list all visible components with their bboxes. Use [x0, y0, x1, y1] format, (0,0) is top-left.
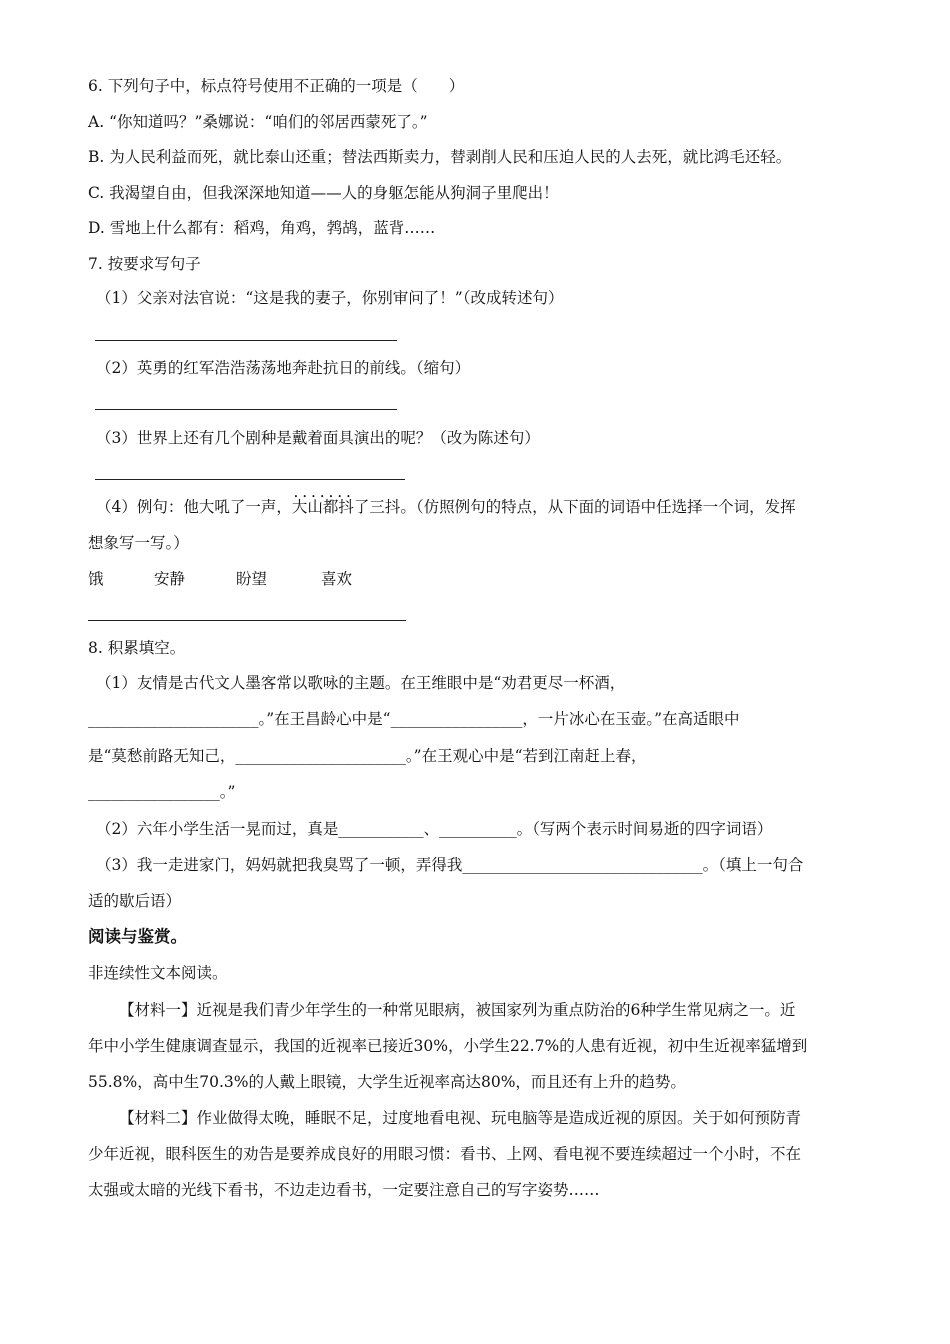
- q7-sentence-3: （3）世界上还有几个剧种是戴着面具演出的呢？（改为陈述句）: [96, 429, 540, 447]
- q8-part1-line2: ______________________。”在王昌龄心中是“_________________，一片冰心在玉壶。”在高适眼中: [88, 710, 740, 728]
- material-1-line3: 55.8%，高中生70.3%的人戴上眼镜，大学生近视率高达80%，而且还有上升的趋势。: [88, 1073, 686, 1091]
- q8-part3-line2: 适的歇后语）: [88, 892, 182, 910]
- q8-part3-line1: （3）我一走进家门，妈妈就把我臭骂了一顿，弄得我_______________________________。（填上一句合: [96, 856, 804, 874]
- q8-part2: （2）六年小学生活一晃而过，真是___________、__________。（写两个表示时间易逝的四字词语）: [96, 820, 773, 838]
- q7-stem: 7. 按要求写句子: [88, 255, 201, 273]
- word-option: 盼望: [236, 570, 268, 588]
- q7-answer-line-4[interactable]: [88, 620, 406, 621]
- word-option: 饿: [88, 570, 104, 588]
- material-1-line1: 【材料一】近视是我们青少年学生的一种常见眼病，被国家列为重点防治的6种学生常见病之一。近: [119, 1001, 796, 1019]
- q7-answer-line-3[interactable]: [95, 479, 405, 480]
- q8-stem: 8. 积累填空。: [88, 639, 186, 657]
- q7-sentence-1: （1）父亲对法官说：“这是我的妻子，你别审问了！”（改成转述句）: [96, 289, 564, 307]
- q6-option-c: C. 我渴望自由，但我深深地知道——人的身躯怎能从狗洞子里爬出！: [88, 184, 559, 202]
- q7-sentence-4-cont: 想象写一写。）: [88, 534, 189, 552]
- q7-example-suffix: 。（仿照例句的特点，从下面的词语中任选择一个词，发挥: [400, 498, 796, 516]
- word-option: 喜欢: [321, 570, 353, 588]
- q6-option-b: B. 为人民利益而死，就比泰山还重；替法西斯卖力，替剥削人民和压迫人民的人去死，就比鸿毛还轻。: [88, 148, 792, 166]
- material-2-line2: 少年近视，眼科医生的劝告是要养成良好的用眼习惯：看书、上网、看电视不要连续超过一个小时，不在: [88, 1145, 802, 1163]
- q6-option-d: D. 雪地上什么都有：稻鸡，角鸡，鹁鸪，蓝背……: [88, 219, 436, 237]
- q7-sentence-2: （2）英勇的红军浩浩荡荡地奔赴抗日的前线。（缩句）: [96, 359, 471, 377]
- q7-word-options: [88, 569, 352, 589]
- q8-part1-line1: （1）友情是古代文人墨客常以歌咏的主题。在王维眼中是“劝君更尽一杯酒，: [96, 674, 626, 692]
- q6-option-a: A. “你知道吗？”桑娜说：“咱们的邻居西蒙死了。”: [88, 113, 428, 131]
- q7-sentence-4: [96, 497, 796, 517]
- material-1-line2: 年中小学生健康调查显示，我国的近视率已接近30%，小学生22.7%的人患有近视，初中生近视率猛增到: [88, 1037, 808, 1055]
- q8-part1-line4: _________________。”: [88, 783, 236, 801]
- q7-example-emphasis: • • • 大山都抖了三抖: [292, 497, 401, 517]
- section-subtitle: 非连续性文本阅读。: [88, 964, 228, 982]
- q7-answer-line-1[interactable]: [95, 340, 397, 341]
- material-2-line3: 太强或太暗的光线下看书，不边走边看书，一定要注意自己的写字姿势……: [88, 1181, 600, 1199]
- q7-example-prefix: （4）例句：他大吼了一声，: [96, 498, 292, 516]
- word-option: 安静: [154, 570, 186, 588]
- section-title: 阅读与鉴赏。: [88, 927, 187, 946]
- q6-stem: 6. 下列句子中，标点符号使用不正确的一项是（ ）: [88, 77, 465, 95]
- q7-answer-line-2[interactable]: [95, 409, 397, 410]
- material-2-line1: 【材料二】作业做得太晚，睡眠不足，过度地看电视、玩电脑等是造成近视的原因。关于如何预防青: [119, 1109, 802, 1127]
- q8-part1-line3: 是“莫愁前路无知己，______________________。”在王观心中是“若到江南赶上春，: [88, 747, 647, 765]
